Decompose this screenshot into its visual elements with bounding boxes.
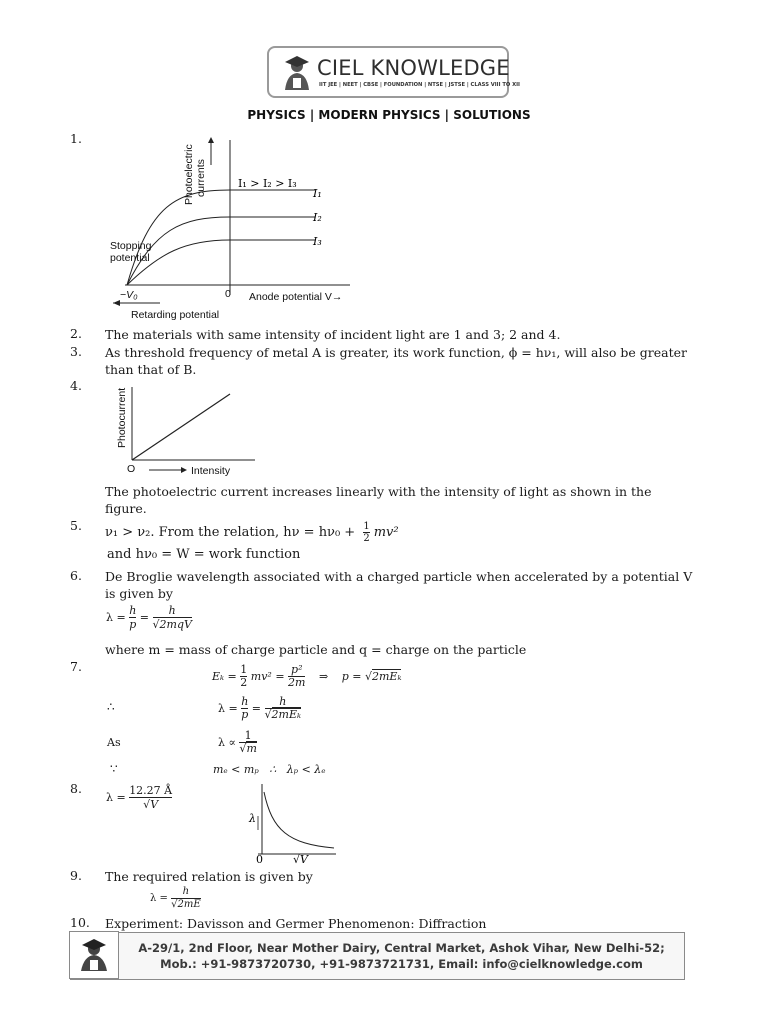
item-number: 6.	[70, 568, 82, 583]
stopping-label-line1: Stopping	[110, 240, 152, 252]
item-number: 2.	[70, 326, 82, 341]
kinetic-energy-equation: Eₖ = $\frac{1}{2}$ mv² = $\frac{\text{p²}}{2m}$ ⇒ p = √2mEₖ	[212, 663, 402, 689]
answer-text: is given by	[105, 586, 173, 601]
mass-comparison: mₑ < mₚ ∴ λₚ < λₑ	[213, 763, 326, 776]
fraction: $\frac{1}{√m}$	[239, 729, 257, 755]
answer-text: figure.	[105, 501, 147, 516]
required-relation-equation: λ = $\frac{h}{√2mE}$	[150, 886, 201, 910]
item-number: 10.	[70, 915, 90, 930]
item-number: 9.	[70, 868, 82, 883]
x-axis-label: Anode potential V→	[249, 291, 343, 303]
item-number: 7.	[70, 659, 82, 674]
page-title: PHYSICS | MODERN PHYSICS | SOLUTIONS	[247, 108, 531, 122]
therefore-symbol: ∴	[107, 700, 115, 714]
intensity-relation: I₁ > I₂ > I₃	[238, 177, 297, 190]
equation-line: and hν₀ = W = work function	[107, 547, 301, 562]
item-number: 5.	[70, 518, 82, 533]
y-axis-label-line2: currents	[195, 159, 207, 197]
wavelength-equation: λ = $\frac{h}{p}$ = h √2mEₖ	[218, 695, 301, 721]
fraction: $\frac{\text{p²}}{2m}$	[288, 663, 306, 689]
brand-tagline: IIT JEE | NEET | CBSE | FOUNDATION | NTSE | JSTSE | CLASS VIII TO XII	[319, 82, 520, 88]
as-label: As	[107, 736, 121, 749]
origin-label: 0	[256, 853, 263, 866]
stopping-label-line2: potential	[110, 252, 150, 264]
item-number: 4.	[70, 378, 82, 393]
footer-address: A-29/1, 2nd Floor, Near Mother Dairy, Central Market, Ashok Vihar, New Delhi-52;	[138, 941, 665, 955]
de-broglie-equation: λ = $\frac{h}{p}$ = h √2mqV	[106, 604, 192, 631]
eq-lhs: λ =	[106, 611, 126, 624]
fraction: $\frac{h}{p}$	[241, 695, 249, 721]
fraction: h √2mEₖ	[264, 695, 301, 721]
equation-tail: mv²	[373, 525, 399, 540]
wavelength-voltage-equation: λ = $\frac{12.27 Å}{√V}$	[106, 784, 173, 811]
item-number: 8.	[70, 781, 82, 796]
photocurrent-intensity-graph	[105, 382, 275, 482]
x-axis-label: √V	[293, 853, 308, 866]
sqrt-arg: 2mqV	[159, 618, 192, 631]
proportional-equation: λ ∝ $\frac{1}{√m}$	[218, 729, 257, 755]
y-axis-label-line1: Photoelectric	[183, 144, 195, 205]
fraction: $\frac{h}{p}$	[129, 604, 137, 631]
origin-label: 0	[225, 288, 231, 300]
graduate-icon	[77, 937, 111, 973]
curve-label-i1: I₁	[313, 187, 322, 200]
wavelength-voltage-graph	[248, 780, 338, 866]
answer-text: The materials with same intensity of incident light are 1 and 3; 2 and 4.	[105, 327, 561, 342]
answer-text: As threshold frequency of metal A is greater, its work function, ϕ = hν₁, will also be greater	[105, 345, 687, 360]
because-symbol: ∵	[110, 762, 118, 776]
answer-text: than that of B.	[105, 362, 197, 377]
fraction: h √2mqV	[152, 604, 192, 631]
y-axis-label: Photocurrent	[116, 387, 128, 448]
answer-text: De Broglie wavelength associated with a charged particle when accelerated by a potential V	[105, 569, 693, 584]
curve-label-i3: I₃	[313, 235, 322, 248]
item-number: 1.	[70, 131, 82, 146]
answer-text: Experiment: Davisson and Germer Phenomenon: Diffraction	[105, 916, 487, 931]
fraction-half: $\frac{1}{2}$	[240, 663, 248, 689]
x-axis-label: Intensity	[191, 465, 231, 477]
fraction: $\frac{12.27 Å}{√V}$	[129, 784, 173, 811]
brand-name: CIEL KNOWLEDGE	[317, 56, 510, 80]
retarding-label: Retarding potential	[131, 309, 220, 321]
footer-logo-box	[69, 931, 119, 979]
v0-label: −V₀	[120, 289, 138, 301]
curve-label-i2: I₂	[313, 211, 322, 224]
fraction-half: $\frac{1}{2}$	[363, 521, 370, 544]
equation-line	[105, 521, 399, 544]
graduate-icon	[279, 54, 315, 92]
footer	[70, 932, 685, 980]
brand-logo	[267, 46, 520, 98]
answer-text: The photoelectric current increases linearly with the intensity of light as shown in the	[105, 484, 652, 499]
answer-text: where m = mass of charge particle and q = charge on the particle	[105, 642, 527, 657]
origin-label: O	[127, 463, 136, 475]
equation-text: ν₁ > ν₂. From the relation, hν = hν₀ +	[105, 525, 360, 540]
photoelectric-current-graph	[105, 135, 365, 325]
answer-text: The required relation is given by	[105, 869, 313, 884]
fraction: $\frac{h}{√2mE}$	[171, 886, 201, 910]
y-axis-label: λ	[249, 812, 256, 825]
item-number: 3.	[70, 344, 82, 359]
footer-contact: Mob.: +91-9873720730, +91-9873721731, Email: info@cielknowledge.com	[160, 957, 643, 971]
